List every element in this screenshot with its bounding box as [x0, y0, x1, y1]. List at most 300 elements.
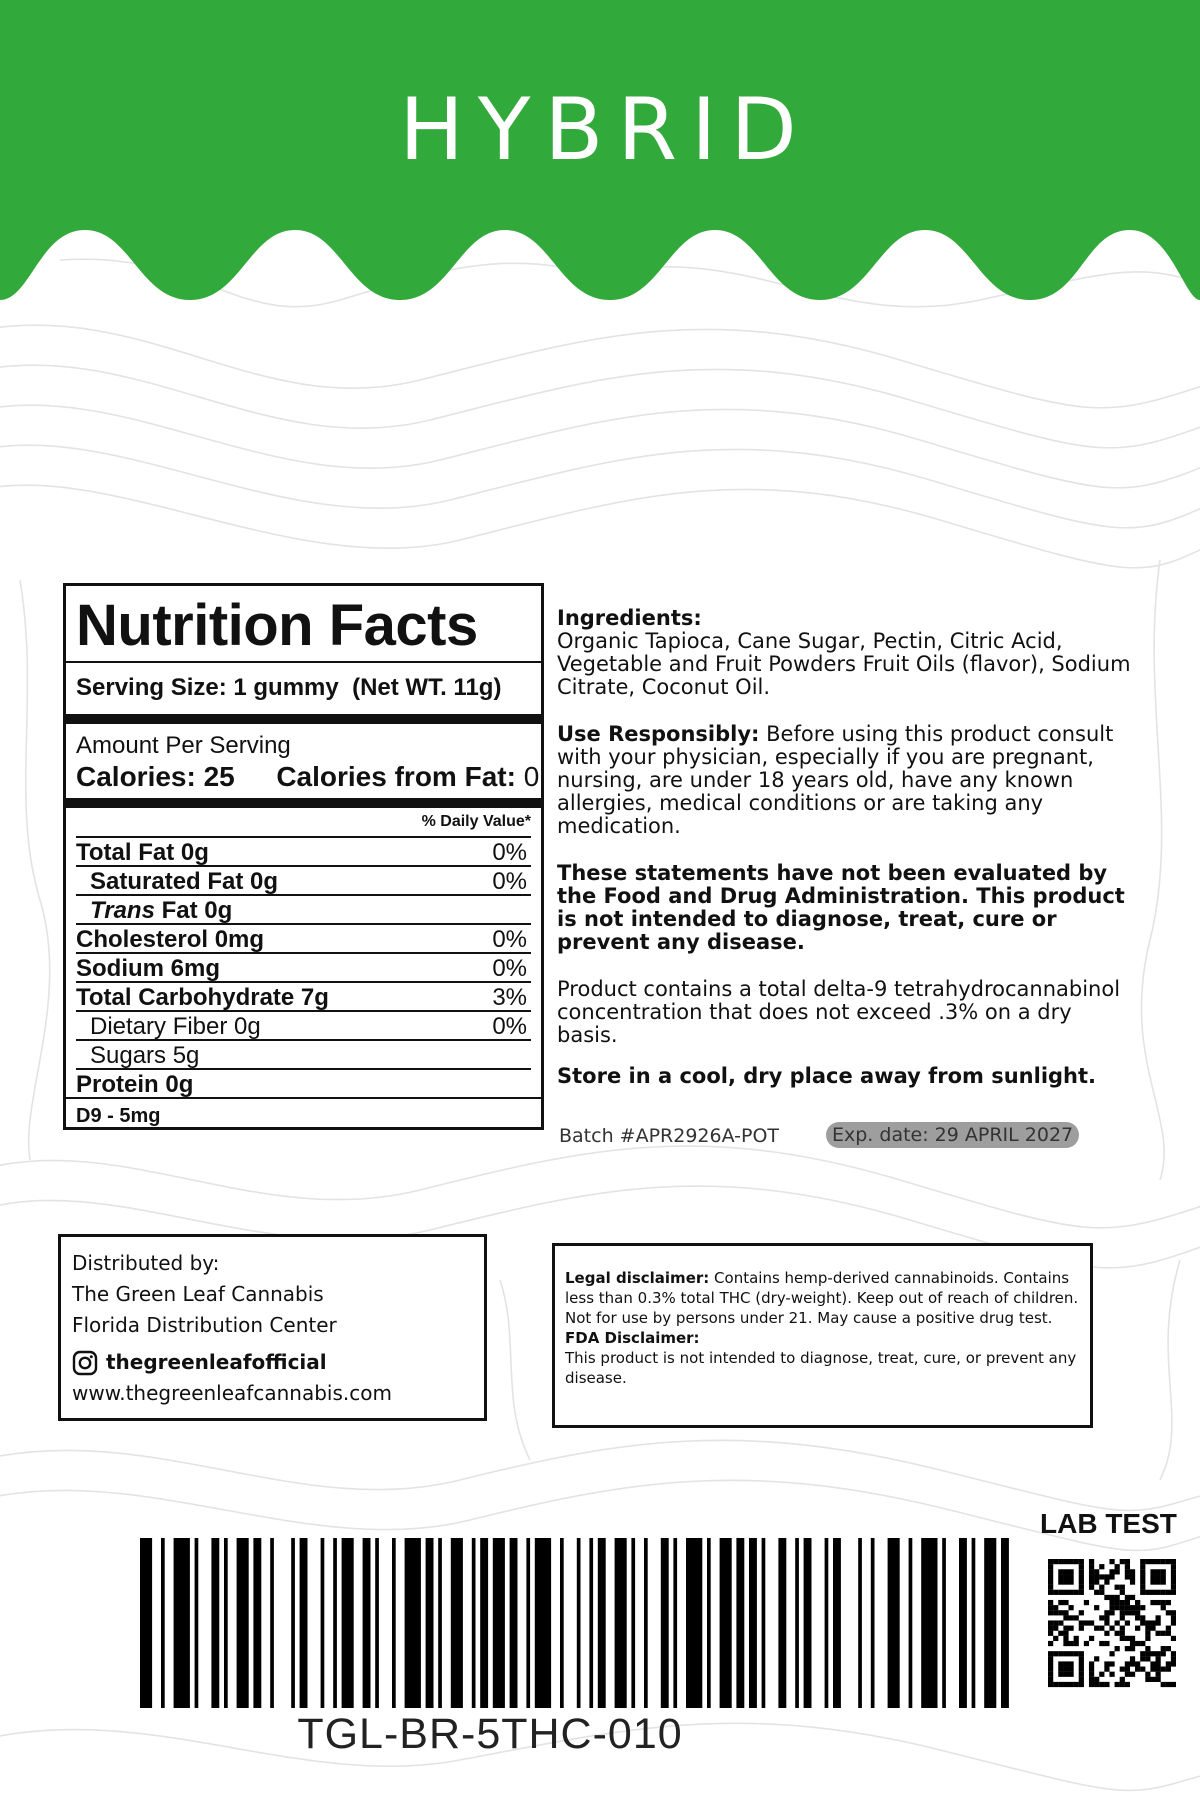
barcode-bar	[972, 1538, 976, 1708]
qr-module	[1089, 1677, 1094, 1682]
qr-module	[1130, 1595, 1135, 1600]
d9-content: D9 - 5mg	[66, 1097, 541, 1131]
qr-module	[1079, 1682, 1084, 1687]
qr-module	[1089, 1672, 1094, 1677]
qr-module	[1109, 1651, 1114, 1656]
qr-module	[1156, 1579, 1161, 1584]
qr-module	[1140, 1651, 1145, 1656]
instagram-link[interactable]	[72, 1347, 473, 1378]
barcode-bar	[720, 1538, 732, 1708]
qr-module	[1063, 1667, 1068, 1672]
qr-module	[1166, 1590, 1171, 1595]
qr-module	[1156, 1590, 1161, 1595]
legal-disclaimer-box	[552, 1243, 1093, 1428]
qr-module	[1161, 1646, 1166, 1651]
qr-module	[1053, 1626, 1058, 1631]
qr-module	[1048, 1626, 1053, 1631]
qr-module	[1166, 1559, 1171, 1564]
barcode-bar	[237, 1538, 249, 1708]
qr-module	[1166, 1626, 1171, 1631]
qr-module	[1115, 1595, 1120, 1600]
barcode-bar	[858, 1538, 862, 1708]
barcode-bar	[825, 1538, 829, 1708]
qr-module	[1135, 1600, 1140, 1605]
lab-test-qr-code[interactable]	[1048, 1558, 1176, 1688]
qr-module	[1171, 1661, 1176, 1666]
qr-module	[1104, 1641, 1109, 1646]
barcode	[140, 1538, 1015, 1708]
qr-module	[1130, 1569, 1135, 1574]
qr-module	[1161, 1631, 1166, 1636]
qr-module	[1161, 1569, 1166, 1574]
barcode-bar	[535, 1538, 551, 1708]
qr-module	[1063, 1636, 1068, 1641]
qr-module	[1109, 1600, 1114, 1605]
qr-module	[1063, 1651, 1068, 1656]
nutrient-percent	[527, 1041, 531, 1068]
qr-module	[1171, 1569, 1176, 1574]
qr-module	[1125, 1620, 1130, 1625]
qr-module	[1156, 1569, 1161, 1574]
qr-module	[1053, 1605, 1058, 1610]
barcode-bar	[560, 1538, 564, 1708]
qr-module	[1068, 1651, 1073, 1656]
qr-module	[1079, 1564, 1084, 1569]
qr-module	[1058, 1569, 1063, 1574]
qr-module	[1079, 1672, 1084, 1677]
daily-value-header: % Daily Value*	[421, 813, 531, 830]
qr-module	[1068, 1569, 1073, 1574]
qr-module	[1058, 1590, 1063, 1595]
barcode-bar	[363, 1538, 371, 1708]
qr-module	[1115, 1682, 1120, 1687]
qr-module	[1048, 1590, 1053, 1595]
qr-module	[1048, 1641, 1053, 1646]
qr-module	[1068, 1641, 1073, 1646]
qr-module	[1104, 1610, 1109, 1615]
qr-module	[1074, 1590, 1079, 1595]
qr-module	[1109, 1574, 1114, 1579]
qr-module	[1063, 1600, 1068, 1605]
qr-module	[1068, 1682, 1073, 1687]
barcode-bar	[405, 1538, 421, 1708]
qr-module	[1171, 1620, 1176, 1625]
qr-module	[1068, 1626, 1073, 1631]
qr-module	[1145, 1559, 1150, 1564]
qr-module	[1048, 1610, 1053, 1615]
qr-module	[1048, 1656, 1053, 1661]
qr-module	[1161, 1651, 1166, 1656]
qr-module	[1079, 1677, 1084, 1682]
qr-module	[1156, 1620, 1161, 1625]
barcode-bar	[749, 1538, 757, 1708]
use-responsibly-text: Before using this product consult with your physician, especially if you are pregnant, nursing, are under 18 years old, have any known allergies, medical conditions or are taking any medication.	[557, 722, 1114, 838]
qr-module	[1145, 1626, 1150, 1631]
qr-module	[1140, 1585, 1145, 1590]
qr-module	[1156, 1574, 1161, 1579]
trans-rest: Fat 0g	[154, 897, 233, 924]
qr-module	[1156, 1651, 1161, 1656]
qr-module	[1089, 1564, 1094, 1569]
qr-module	[1130, 1656, 1135, 1661]
qr-module	[1074, 1636, 1079, 1641]
qr-module	[1130, 1641, 1135, 1646]
qr-module	[1125, 1667, 1130, 1672]
nutrient-label: Saturated Fat 0g	[90, 868, 279, 895]
qr-module	[1053, 1636, 1058, 1641]
qr-module	[1130, 1605, 1135, 1610]
barcode-bar	[451, 1538, 463, 1708]
expiration-date-badge: Exp. date: 29 APRIL 2027	[826, 1122, 1079, 1148]
qr-module	[1079, 1574, 1084, 1579]
barcode-bar	[615, 1538, 627, 1708]
nutrient-row-sugars	[76, 1039, 531, 1068]
qr-module	[1125, 1559, 1130, 1564]
qr-module	[1161, 1590, 1166, 1595]
qr-module	[1094, 1569, 1099, 1574]
barcode-bar	[631, 1538, 635, 1708]
nutrient-percent: 0%	[492, 868, 527, 895]
qr-module	[1120, 1667, 1125, 1672]
serving-size-text: Serving Size: 1 gummy	[76, 674, 339, 701]
qr-module	[1140, 1667, 1145, 1672]
qr-module	[1171, 1610, 1176, 1615]
amount-per-serving: Amount Per Serving	[76, 732, 291, 759]
barcode-bar	[333, 1538, 337, 1708]
storage-instructions: Store in a cool, dry place away from sunlight.	[557, 1064, 1097, 1088]
nutrient-percent: 0%	[492, 1013, 527, 1040]
qr-module	[1171, 1579, 1176, 1584]
qr-module	[1150, 1661, 1155, 1666]
qr-module	[1063, 1631, 1068, 1636]
qr-module	[1099, 1574, 1104, 1579]
qr-module	[1140, 1574, 1145, 1579]
qr-module	[1150, 1620, 1155, 1625]
qr-module	[1089, 1569, 1094, 1574]
qr-module	[1156, 1559, 1161, 1564]
qr-module	[1099, 1626, 1104, 1631]
qr-module	[1063, 1626, 1068, 1631]
barcode-bar	[909, 1538, 913, 1708]
qr-module	[1104, 1631, 1109, 1636]
qr-module	[1053, 1620, 1058, 1625]
barcode-bar	[871, 1538, 875, 1708]
qr-module	[1068, 1590, 1073, 1595]
barcode-bar	[673, 1538, 677, 1708]
barcode-bar	[174, 1538, 190, 1708]
nutrient-percent: 0%	[492, 926, 527, 953]
serving-size	[76, 663, 531, 714]
website-link[interactable]: www.thegreenleafcannabis.com	[72, 1381, 392, 1405]
qr-module	[1109, 1569, 1114, 1574]
qr-module	[1109, 1605, 1114, 1610]
qr-module	[1053, 1559, 1058, 1564]
qr-module	[1140, 1564, 1145, 1569]
barcode-bar	[833, 1538, 841, 1708]
qr-module	[1171, 1656, 1176, 1661]
qr-module	[1140, 1559, 1145, 1564]
qr-module	[1089, 1636, 1094, 1641]
legal-disclaimer-text: Contains hemp-derived cannabinoids. Contains less than 0.3% total THC (dry-weight). Keep out of reach of children. Not for use by persons under 21. May cause a positive drug test.	[565, 1269, 1079, 1327]
qr-module	[1048, 1672, 1053, 1677]
legal-disclaimer-label: Legal disclaimer:	[565, 1269, 710, 1287]
qr-module	[1135, 1661, 1140, 1666]
qr-module	[1074, 1615, 1079, 1620]
qr-module	[1115, 1631, 1120, 1636]
qr-module	[1048, 1631, 1053, 1636]
qr-module	[1074, 1559, 1079, 1564]
net-weight-text: (Net WT. 11g)	[352, 674, 502, 701]
qr-module	[1156, 1600, 1161, 1605]
nutrition-facts-panel	[63, 583, 544, 1130]
nutrient-label: Cholesterol 0mg	[76, 926, 265, 953]
qr-module	[1161, 1579, 1166, 1584]
calories-fat-label: Calories from Fat:	[276, 761, 516, 792]
qr-module	[1145, 1646, 1150, 1651]
qr-module	[1058, 1667, 1063, 1672]
qr-module	[1094, 1682, 1099, 1687]
qr-module	[1089, 1559, 1094, 1564]
distributor-name: The Green Leaf Cannabis	[72, 1282, 324, 1306]
qr-module	[1099, 1615, 1104, 1620]
qr-module	[1104, 1682, 1109, 1687]
qr-module	[1063, 1682, 1068, 1687]
qr-module	[1161, 1574, 1166, 1579]
nutrient-percent: 0%	[492, 955, 527, 982]
qr-module	[1140, 1569, 1145, 1574]
qr-module	[1084, 1600, 1089, 1605]
qr-module	[1125, 1636, 1130, 1641]
qr-module	[1145, 1656, 1150, 1661]
qr-module	[1150, 1600, 1155, 1605]
barcode-bar	[480, 1538, 488, 1708]
qr-module	[1166, 1682, 1171, 1687]
barcode-bar	[598, 1538, 606, 1708]
qr-module	[1161, 1600, 1166, 1605]
qr-module	[1109, 1610, 1114, 1615]
qr-module	[1166, 1600, 1171, 1605]
fda-statement-text: These statements have not been evaluated by the Food and Drug Administration. This product is not intended to diagnose, treat, cure or prevent any disease.	[557, 861, 1125, 954]
qr-module	[1135, 1667, 1140, 1672]
barcode-bar	[707, 1538, 711, 1708]
fda-statement	[557, 862, 1137, 954]
calories-fat-value: 0	[523, 761, 540, 792]
qr-module	[1140, 1656, 1145, 1661]
barcode-bar	[291, 1538, 295, 1708]
qr-module	[1130, 1610, 1135, 1615]
qr-module	[1094, 1626, 1099, 1631]
qr-module	[1135, 1641, 1140, 1646]
qr-module	[1068, 1667, 1073, 1672]
qr-module	[1125, 1574, 1130, 1579]
qr-module	[1171, 1682, 1176, 1687]
barcode-bar	[375, 1538, 379, 1708]
calories-value: 25	[203, 761, 235, 792]
barcode-bar	[942, 1538, 946, 1708]
qr-module	[1120, 1682, 1125, 1687]
qr-module	[1099, 1672, 1104, 1677]
qr-module	[1089, 1682, 1094, 1687]
qr-module	[1125, 1595, 1130, 1600]
distributor-label: Distributed by:	[72, 1251, 220, 1275]
qr-module	[1094, 1605, 1099, 1610]
qr-module	[1089, 1667, 1094, 1672]
qr-module	[1130, 1579, 1135, 1584]
qr-module	[1053, 1610, 1058, 1615]
qr-module	[1130, 1672, 1135, 1677]
qr-module	[1135, 1626, 1140, 1631]
qr-module	[1063, 1574, 1068, 1579]
qr-module	[1089, 1661, 1094, 1666]
qr-module	[1130, 1646, 1135, 1651]
barcode-bar	[661, 1538, 669, 1708]
qr-module	[1135, 1610, 1140, 1615]
ingredients-block	[557, 607, 1137, 699]
qr-module	[1171, 1590, 1176, 1595]
qr-module	[1130, 1661, 1135, 1666]
qr-module	[1084, 1641, 1089, 1646]
qr-module	[1130, 1574, 1135, 1579]
qr-module	[1125, 1564, 1130, 1569]
qr-module	[1104, 1615, 1109, 1620]
qr-module	[1058, 1574, 1063, 1579]
qr-module	[1048, 1569, 1053, 1574]
qr-module	[1125, 1610, 1130, 1615]
qr-module	[1089, 1579, 1094, 1584]
barcode-bar	[321, 1538, 325, 1708]
qr-module	[1104, 1620, 1109, 1625]
qr-module	[1166, 1610, 1171, 1615]
qr-module	[1094, 1590, 1099, 1595]
qr-module	[1048, 1620, 1053, 1625]
barcode-bar	[778, 1538, 786, 1708]
qr-module	[1074, 1651, 1079, 1656]
qr-module	[1125, 1661, 1130, 1666]
nutrient-row-dietary-fiber	[76, 1010, 531, 1039]
qr-module	[1063, 1672, 1068, 1677]
qr-module	[1048, 1574, 1053, 1579]
qr-module	[1145, 1590, 1150, 1595]
qr-module	[1150, 1667, 1155, 1672]
barcode-bar	[577, 1538, 581, 1708]
qr-module	[1120, 1559, 1125, 1564]
qr-module	[1166, 1631, 1171, 1636]
qr-module	[1115, 1605, 1120, 1610]
qr-module	[1161, 1605, 1166, 1610]
qr-module	[1079, 1579, 1084, 1584]
qr-module	[1171, 1559, 1176, 1564]
qr-module	[1094, 1579, 1099, 1584]
qr-module	[1058, 1661, 1063, 1666]
qr-module	[1079, 1610, 1084, 1615]
barcode-bar	[270, 1538, 274, 1708]
qr-module	[1140, 1605, 1145, 1610]
qr-module	[1074, 1682, 1079, 1687]
qr-module	[1058, 1631, 1063, 1636]
qr-module	[1120, 1631, 1125, 1636]
qr-module	[1145, 1677, 1150, 1682]
qr-module	[1058, 1559, 1063, 1564]
qr-module	[1079, 1585, 1084, 1590]
barcode-number: TGL-BR-5THC-010	[297, 1710, 683, 1758]
nutrient-row-saturated-fat	[76, 865, 531, 894]
qr-module	[1079, 1667, 1084, 1672]
qr-module	[1104, 1574, 1109, 1579]
qr-module	[1068, 1574, 1073, 1579]
qr-module	[1099, 1564, 1104, 1569]
qr-module	[1156, 1677, 1161, 1682]
nutrient-row-trans-fat	[76, 894, 531, 923]
qr-module	[1089, 1585, 1094, 1590]
ingredients-label: Ingredients:	[557, 606, 702, 630]
qr-module	[1063, 1661, 1068, 1666]
barcode-bar	[195, 1538, 199, 1708]
qr-module	[1104, 1595, 1109, 1600]
qr-module	[1058, 1682, 1063, 1687]
qr-module	[1058, 1600, 1063, 1605]
qr-module	[1058, 1610, 1063, 1615]
qr-module	[1048, 1605, 1053, 1610]
barcode-bar	[526, 1538, 530, 1708]
qr-module	[1150, 1559, 1155, 1564]
thc-statement: Product contains a total delta-9 tetrahydrocannabinol concentration that does not exceed .3% on a dry basis.	[557, 977, 1121, 1047]
qr-module	[1120, 1677, 1125, 1682]
product-type-title: HYBRID	[399, 80, 811, 180]
qr-module	[1094, 1574, 1099, 1579]
qr-module	[1171, 1636, 1176, 1641]
qr-module	[1161, 1682, 1166, 1687]
qr-module	[1089, 1574, 1094, 1579]
qr-module	[1048, 1564, 1053, 1569]
qr-module	[1104, 1667, 1109, 1672]
nutrient-label: Sugars 5g	[90, 1042, 200, 1069]
qr-module	[1161, 1559, 1166, 1564]
qr-module	[1125, 1682, 1130, 1687]
qr-module	[1058, 1579, 1063, 1584]
qr-module	[1135, 1605, 1140, 1610]
barcode-bar	[300, 1538, 308, 1708]
calories-label: Calories:	[76, 761, 196, 792]
barcode-bar	[472, 1538, 476, 1708]
barcode-bar	[140, 1538, 152, 1708]
calories-line	[76, 761, 540, 798]
qr-module	[1048, 1600, 1053, 1605]
barcode-bar	[762, 1538, 766, 1708]
nutrient-percent	[527, 896, 531, 923]
barcode-bar	[1001, 1538, 1009, 1708]
qr-module	[1079, 1651, 1084, 1656]
qr-module	[1125, 1569, 1130, 1574]
batch-row	[559, 1122, 1159, 1152]
qr-module	[1063, 1615, 1068, 1620]
fda-disclaimer-text: This product is not intended to diagnose, treat, cure, or prevent any disease.	[565, 1349, 1077, 1387]
qr-module	[1171, 1615, 1176, 1620]
qr-module	[1053, 1682, 1058, 1687]
qr-module	[1140, 1579, 1145, 1584]
qr-module	[1048, 1579, 1053, 1584]
trans-italic: Trans	[90, 897, 155, 924]
qr-module	[1130, 1636, 1135, 1641]
qr-module	[1156, 1672, 1161, 1677]
qr-module	[1145, 1651, 1150, 1656]
qr-module	[1068, 1615, 1073, 1620]
qr-module	[1150, 1569, 1155, 1574]
nutrient-row-cholesterol	[76, 923, 531, 952]
qr-module	[1166, 1646, 1171, 1651]
barcode-bar	[921, 1538, 937, 1708]
qr-module	[1079, 1620, 1084, 1625]
qr-module	[1084, 1620, 1089, 1625]
